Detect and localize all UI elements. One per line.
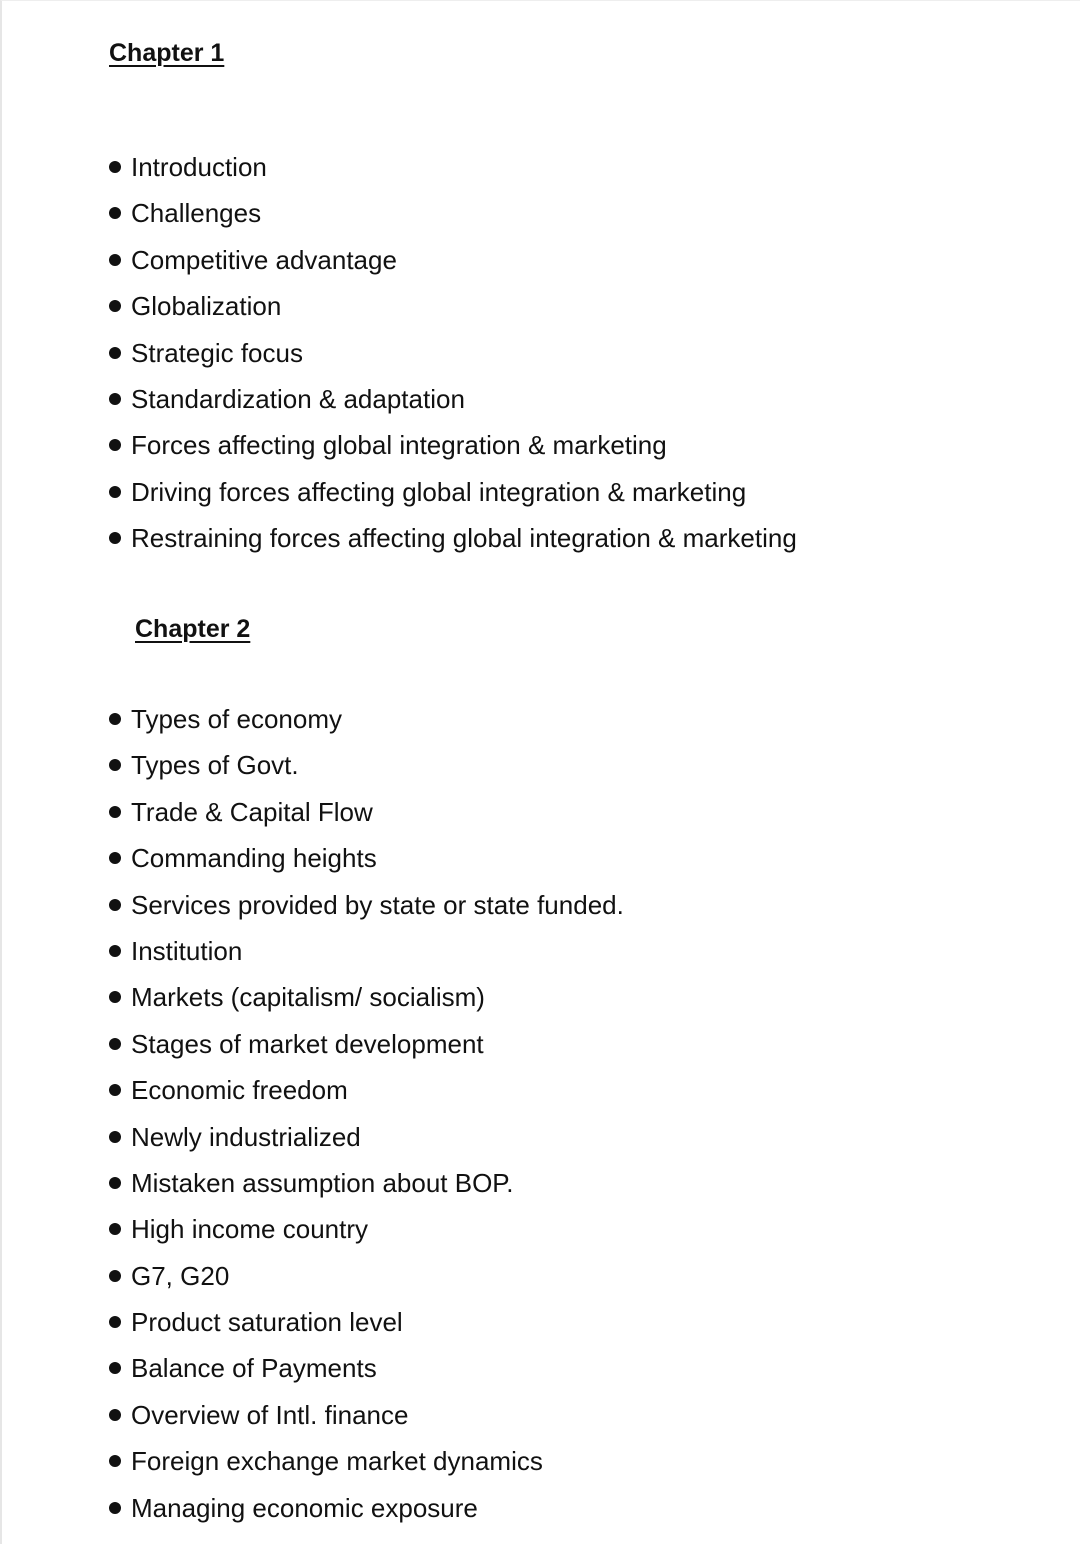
list-item — [109, 244, 797, 290]
bullet-icon — [109, 486, 121, 498]
bullet-icon — [109, 1362, 121, 1374]
bullet-icon — [109, 439, 121, 451]
list-item-text: Competitive advantage — [131, 244, 397, 275]
list-item-text: Driving forces affecting global integration & marketing — [131, 476, 747, 507]
bullet-icon — [109, 300, 121, 312]
list-item — [109, 1352, 624, 1398]
list-item-text: Product saturation level — [131, 1307, 403, 1338]
bullet-icon — [109, 1316, 121, 1328]
list-item-text: Restraining forces affecting global integration & marketing — [131, 523, 797, 554]
bullet-icon — [109, 945, 121, 957]
bullet-icon — [109, 1131, 121, 1143]
list-item — [109, 796, 624, 842]
list-item — [109, 981, 624, 1027]
list-item — [109, 1260, 624, 1306]
list-item — [109, 842, 624, 888]
list-item-text: Economic freedom — [131, 1075, 348, 1106]
list-item-text: Introduction — [131, 152, 267, 182]
list-item — [109, 889, 624, 935]
list-item-text: Stages of market development — [131, 1028, 484, 1059]
list-item-text: Balance of Payments — [131, 1353, 377, 1384]
bullet-icon — [109, 393, 121, 405]
bullet-icon — [109, 161, 121, 173]
list-item-text: G7, G20 — [131, 1260, 230, 1291]
list-item — [109, 1074, 624, 1120]
list-item-text: Forces affecting global integration & marketing — [131, 430, 667, 461]
bullet-icon — [109, 899, 121, 911]
list-item — [109, 703, 624, 749]
list-item-text: Challenges — [131, 198, 262, 229]
list-item-text: Mistaken assumption about BOP. — [131, 1167, 514, 1198]
bullet-icon — [109, 1084, 121, 1096]
bullet-icon — [109, 713, 121, 725]
bullet-icon — [109, 254, 121, 266]
list-item-text: Markets (capitalism/ socialism) — [131, 982, 485, 1013]
list-item-text: Globalization — [131, 291, 282, 322]
chapter-2-heading: Chapter 2 — [135, 615, 251, 643]
list-item — [109, 290, 797, 336]
list-item-text: Institution — [131, 935, 243, 966]
bullet-icon — [109, 1502, 121, 1514]
bullet-icon — [109, 1270, 121, 1282]
list-item-text: Overview of Intl. finance — [131, 1399, 409, 1430]
list-item-text: Foreign exchange market dynamics — [131, 1446, 543, 1477]
list-item-text: Commanding heights — [131, 843, 377, 874]
chapter-1-list — [109, 151, 797, 569]
bullet-icon — [109, 1177, 121, 1189]
list-item-text: Standardization & adaptation — [131, 383, 465, 414]
list-item-text: Types of economy — [131, 704, 342, 734]
bullet-icon — [109, 207, 121, 219]
list-item — [109, 1445, 624, 1491]
chapter-2-list — [109, 703, 624, 1538]
list-item-text: Trade & Capital Flow — [131, 796, 373, 827]
bullet-icon — [109, 1409, 121, 1421]
list-item — [109, 522, 797, 568]
bullet-icon — [109, 852, 121, 864]
bullet-icon — [109, 1038, 121, 1050]
list-item — [109, 1492, 624, 1538]
list-item-text: High income country — [131, 1214, 368, 1245]
bullet-icon — [109, 347, 121, 359]
chapter-1-heading: Chapter 1 — [109, 39, 225, 67]
list-item-text: Services provided by state or state funded. — [131, 889, 624, 920]
list-item — [109, 1167, 624, 1213]
list-item-text: Managing economic exposure — [131, 1492, 478, 1523]
list-item — [109, 383, 797, 429]
list-item — [109, 1121, 624, 1167]
list-item — [109, 749, 624, 795]
list-item — [109, 1028, 624, 1074]
list-item-text: Types of Govt. — [131, 750, 299, 781]
list-item — [109, 337, 797, 383]
list-item-text: Strategic focus — [131, 337, 303, 368]
list-item — [109, 476, 797, 522]
list-item-text: Newly industrialized — [131, 1121, 361, 1152]
bullet-icon — [109, 1223, 121, 1235]
list-item — [109, 197, 797, 243]
bullet-icon — [109, 806, 121, 818]
bullet-icon — [109, 532, 121, 544]
bullet-icon — [109, 759, 121, 771]
list-item — [109, 429, 797, 475]
bullet-icon — [109, 1455, 121, 1467]
list-item — [109, 1213, 624, 1259]
bullet-icon — [109, 991, 121, 1003]
list-item — [109, 1306, 624, 1352]
list-item — [109, 1399, 624, 1445]
list-item — [109, 151, 797, 197]
list-item — [109, 935, 624, 981]
